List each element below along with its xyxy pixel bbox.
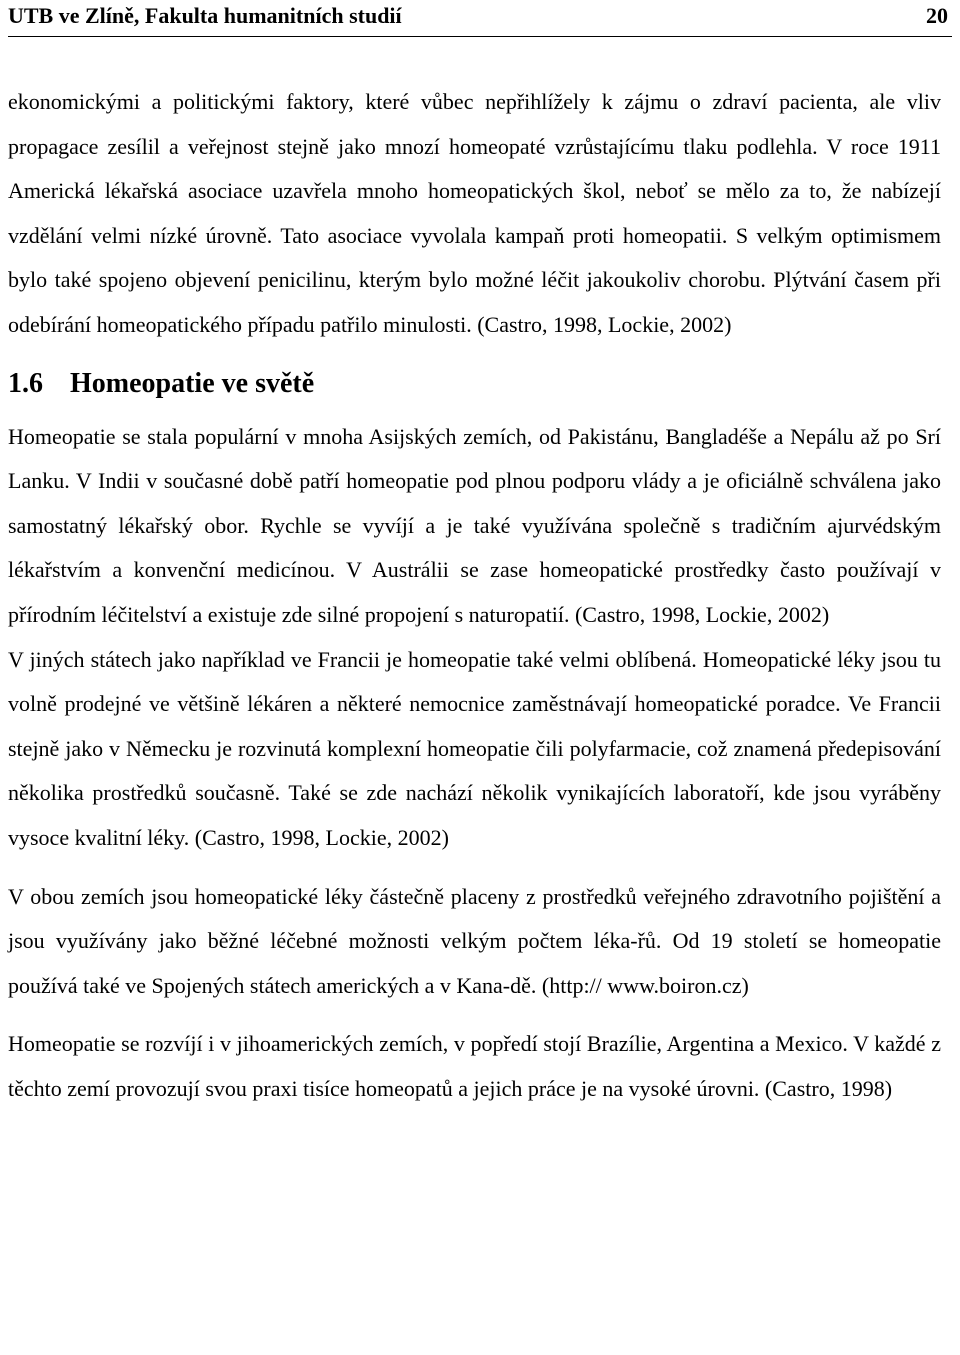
paragraph: Homeopatie se rozvíjí i v jihoamerických zemích, v popředí stojí Brazílie, Argentina a Mexico. V každé z těchto zemí provozují svou praxi tisíce homeopatů a jejich práce je na vysoké úrovni. (Castro, 1998) [8,1031,941,1101]
section-heading [8,366,941,402]
paragraph-continued: ekonomickými a politickými faktory, které vůbec nepřihlížely k zájmu o zdraví pacienta, ale vliv propagace zesílil a veřejnost stejně jako mnozí homeopaté vzrůstajícímu tlaku podlehla. V roce 1911 Americká lékařská asociace uzavřela mnoho homeopatických škol, neboť se mělo za to, že nabízejí vzdělání velmi nízké úrovně. Tato asociace vyvolala kampaň proti homeopatii. S velkým optimismem bylo také spojeno objevení penicilinu, kterým bylo možné léčit jakoukoliv chorobu. Plýtvání časem při odebírání homeopatického případu patřilo minulosti. (Castro, 1998, Lockie, 2002) [8,89,941,337]
paragraph: V obou zemích jsou homeopatické léky částečně placeny z prostředků veřejného zdravotního pojištění a jsou využívány jako běžné léčebné možnosti velkým počtem léka-řů. Od 19 století se homeopatie používá také ve Spojených státech amerických a v Kana-dě. (http:// www.boiron.cz) [8,883,941,998]
section-title: Homeopatie ve světě [70,367,315,399]
paragraph: V jiných státech jako například ve Francii je homeopatie také velmi oblíbená. Homeopatické léky jsou tu volně prodejné ve většině lékáren a některé nemocnice zaměstnávají homeopatické poradce. Ve Francii stejně jako v Německu je rozvinutá komplexní homeopatie čili polyfarmacie, což znamená předepisování několika prostředků současně. Také se zde nachází několik vynikajících laboratoří, kde jsou vyráběny vysoce kvalitní léky. (Castro, 1998, Lockie, 2002) [8,646,941,850]
header-title: UTB ve Zlíně, Fakulta humanitních studií [8,3,402,28]
page-number: 20 [926,3,948,28]
section-number: 1.6 [8,367,43,399]
page-header [8,0,952,37]
paragraph: Homeopatie se stala populární v mnoha Asijských zemích, od Pakistánu, Bangladéše a Nepálu až po Srí Lanku. V Indii v současné době patří homeopatie pod plnou podporu vlády a je oficiálně schválena jako samostatný lékařský obor. Rychle se vyvíjí a je také využívána společně s tradičním ajurvédským lékařstvím a konvenční medicínou. V Austrálii se zase homeopatické prostředky často používají v přírodním léčitelství a existuje zde silné propojení s naturopatií. (Castro, 1998, Lockie, 2002) [8,423,941,627]
page-content [8,80,941,1111]
